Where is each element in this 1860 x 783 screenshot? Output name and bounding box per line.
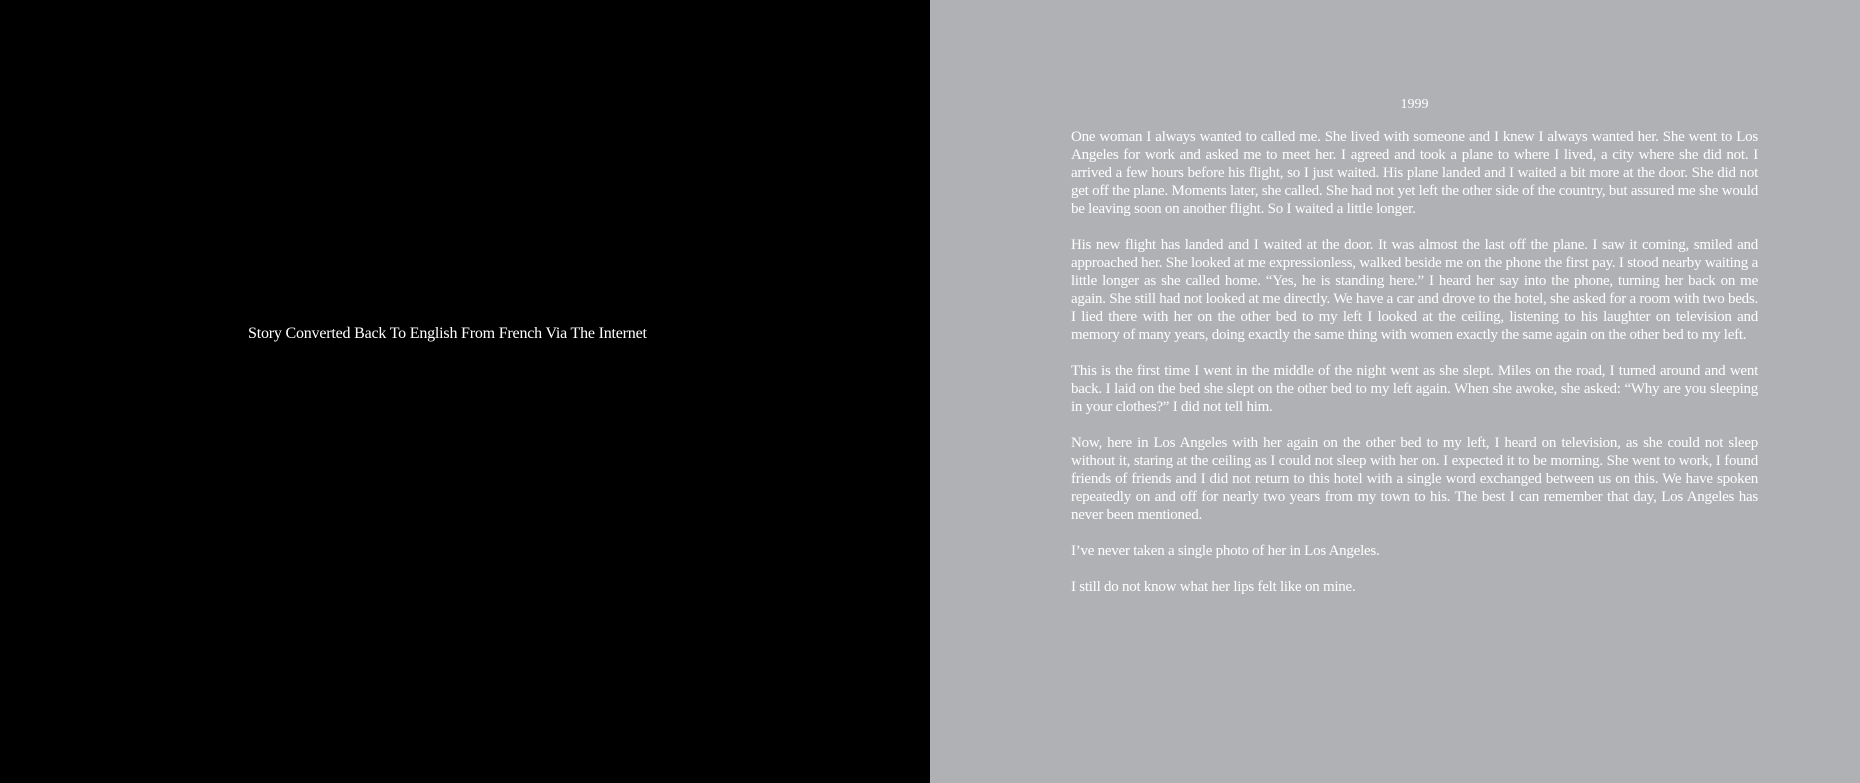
right-page: [930, 0, 1860, 783]
story-body: [1071, 96, 1758, 614]
paragraph-3: This is the first time I went in the middle of the night went as she slept. Miles on the road, I turned around and went back. I laid on the bed she slept on the other bed to my left again. When she awoke, she asked: “Why are you sleeping in your clothes?” I did not tell him.: [1071, 363, 1758, 415]
paragraph-6: I still do not know what her lips felt like on mine.: [1071, 579, 1356, 595]
paragraph-1: One woman I always wanted to called me. She lived with someone and I knew I always wanted her. She went to Los Angeles for work and asked me to meet her. I agreed and took a plane to where I lived, a city where she did not. I arrived a few hours before his flight, so I just waited. His plane landed and I waited a bit more at the door. She did not get off the plane. Moments later, she called. She had not yet left the other side of the country, but assured me she would be leaving soon on another flight. So I waited a little longer.: [1071, 129, 1758, 217]
year-heading: 1999: [1400, 97, 1429, 112]
paragraph-5: I’ve never taken a single photo of her in Los Angeles.: [1071, 543, 1380, 559]
paragraph-2: His new flight has landed and I waited at the door. It was almost the last off the plane. I saw it coming, smiled and approached her. She looked at me expressionless, walked beside me on the phone the first pay. I stood nearby waiting a little longer as she called home. “Yes, he is standing here.” I heard her say into the phone, turning her back on me again. She still had not looked at me directly. We have a car and drove to the hotel, she asked for a room with two beds. I lied there with her on the other bed to my left I looked at the ceiling, listening to his laughter on television and memory of many years, doing exactly the same thing with women exactly the same again on the other bed to my left.: [1071, 237, 1758, 343]
story-title: Story Converted Back To English From French Via The Internet: [248, 325, 647, 342]
paragraph-4: Now, here in Los Angeles with her again on the other bed to my left, I heard on television, as she could not sleep without it, staring at the ceiling as I could not sleep with her on. I expected it to be morning. She went to work, I found friends of friends and I did not return to this hotel with a single word exchanged between us on this. We have spoken repeatedly on and off for nearly two years from my town to his. The best I can remember that day, Los Angeles has never been mentioned.: [1071, 435, 1758, 523]
